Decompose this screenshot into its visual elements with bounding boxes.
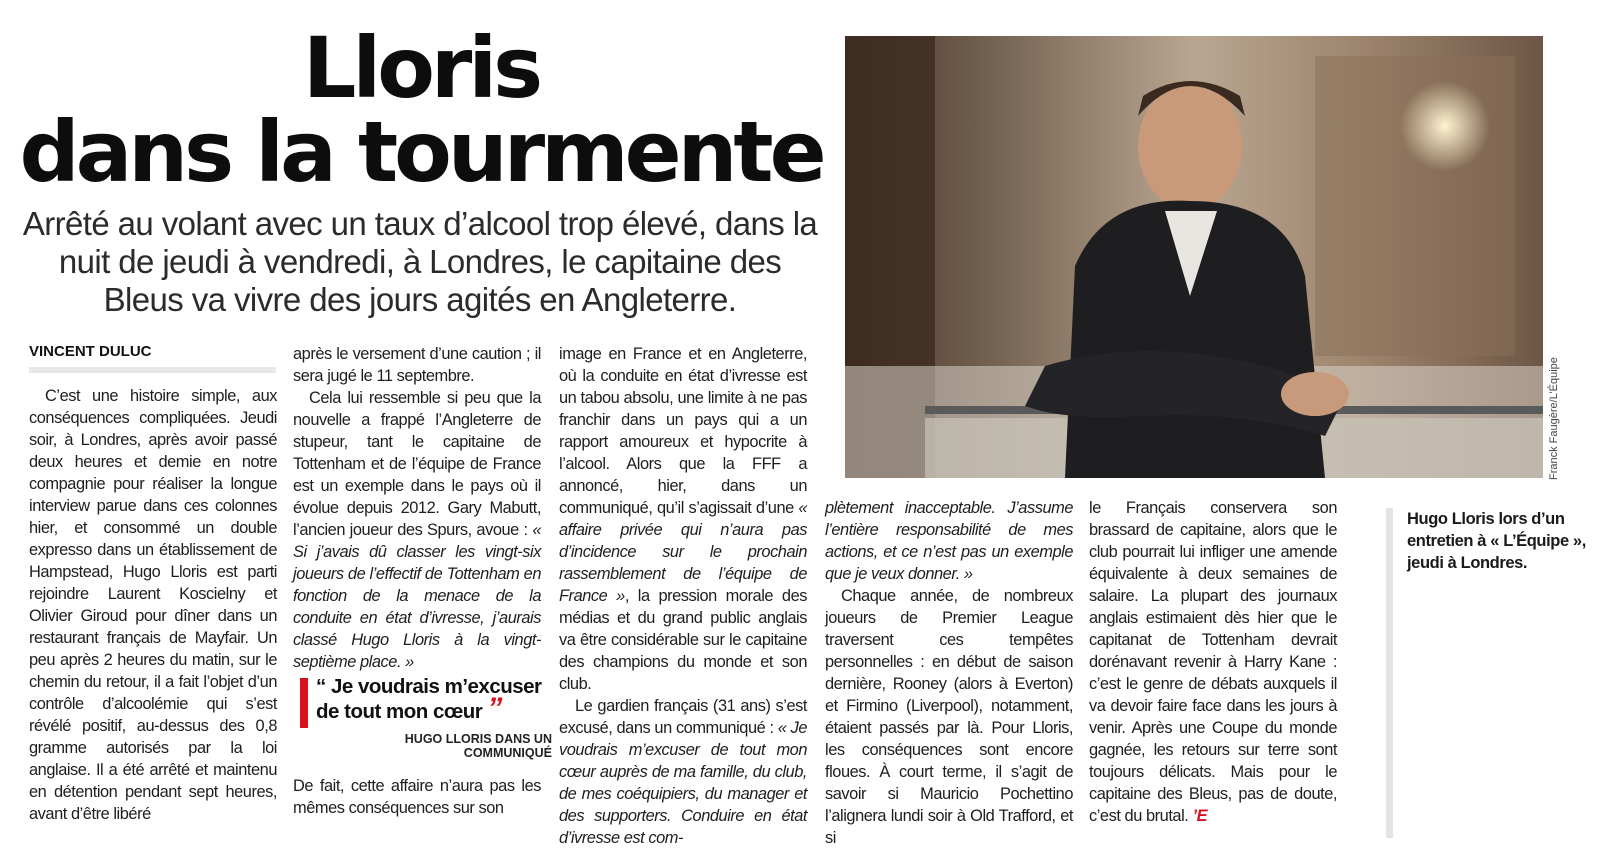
paragraph: Chaque année, de nombreux joueurs de Premier League traversent ces tempêtes personnelles : en début de saison dernière, Rooney (alors à Everton) et Firmino (Liverpool), notamment, étaient passés par là. Pour Lloris, les conséquences sont encore floues. À court terme, il s’agit de savoir si Mauricio Pochettino l’alignera lundi soir à Old Trafford, et si [825, 587, 1073, 847]
close-quote-mark: ” [487, 692, 499, 725]
photo-hugo-lloris [845, 36, 1543, 478]
photo-caption: Hugo Lloris lors d’un entretien à « L’Équipe », jeudi à Londres. [1386, 508, 1597, 838]
quote-lloris: « Je voudrais m’excuser de tout mon cœur auprès de ma famille, du club, de mes coéquipiers, du manager et des supporters. Conduire en état d’ivresse est com- [559, 719, 808, 847]
body-column-2 [293, 343, 541, 673]
paragraph [559, 695, 807, 849]
body-column-3 [559, 343, 807, 849]
body-column-2-end [293, 775, 541, 819]
paragraph-text: le Français conservera son brassard de capitaine, alors que le club pourrait lui infliger une amende équivalente à deux semaines de salaire. La plupart des journaux anglais estimaient dès hier que le capitanat de Tottenham devrait dorénavant revenir à Harry Kane : c’est le genre de débats auxquels il va devoir faire face dans les jours à venir. Après une Coupe du monde gagnée, les retours sur terre sont toujours délicats. Mais pour le capitaine des Bleus, pas de doute, c’est du brutal. [1089, 499, 1337, 825]
paragraph-text: Cela lui ressemble si peu que la nouvelle a frappé l’Angleterre de stupeur, tant le capitaine de Tottenham et de l’équipe de France est un exemple dans le pays où il évolue depuis 2012. Gary Mabutt, l’ancien joueur des Spurs, avoue : [293, 389, 541, 539]
paragraph-text: Le gardien français (31 ans) s’est excusé, dans un communiqué : [559, 697, 807, 737]
paragraph [293, 387, 541, 673]
quote-lloris-cont: plètement inacceptable. J’assume l’entière responsabilité de mes actions, et ce n’est pas un exemple que je veux donner. » [825, 499, 1073, 583]
paragraph: après le versement d’une caution ; il sera jugé le 11 septembre. [293, 345, 541, 385]
paragraph [1089, 497, 1337, 827]
headline-line-2: dans la tourmente [19, 103, 823, 201]
paragraph: C’est une histoire simple, aux conséquences compliquées. Jeudi soir, à Londres, après avoir passé deux heures et demie en notre compagnie pour réaliser la longue interview parue dans ces colonnes hier, et consommé un double expresso dans un établissement de Hampstead, Hugo Lloris est parti rejoindre Laurent Koscielny et Olivier Giroud pour dîner dans un restaurant français de Mayfair. Un peu après 2 heures du matin, sur le chemin du retour, il a fait l’objet d’un contrôle d’alcoolémie qui s’est révélé positif, au-dessus des 0,8 gramme autorisés par la loi anglaise. Il a été arrêté et maintenu en détention pendant sept heures, avant d’être libéré [29, 387, 277, 823]
headline-line-1: Lloris [302, 19, 540, 117]
photo-credit: Franck Faugère/L’Équipe [1548, 357, 1560, 480]
body-column-5 [1089, 497, 1337, 827]
open-quote-mark: “ [316, 675, 326, 698]
quote-fff: « affaire privée qui n’aura pas d’incidence sur le prochain rassemblement de l’équipe de France » [559, 499, 807, 605]
paragraph-text: , la pression morale des médias et du grand public anglais va être considérable sur le capitaine des champions du monde et son club. [559, 587, 807, 693]
quote-mabutt: « Si j’avais dû classer les vingt-six joueurs de l’effectif de Tottenham en fonction de la menace de la conduite en état d’ivresse, j’aurais classé Hugo Lloris à la vingt-septième place. » [293, 521, 541, 671]
pull-quote-words: Je voudrais m’excuser de tout mon cœur [316, 675, 542, 723]
standfirst: Arrêté au volant avec un taux d’alcool trop élevé, dans la nuit de jeudi à vendredi, à Londres, le capitaine des Bleus va vivre des jours agités en Angleterre. [22, 205, 818, 318]
body-column-1 [29, 385, 277, 825]
paragraph [825, 497, 1073, 585]
pull-quote-text [316, 674, 552, 724]
author-name: VINCENT DULUC [29, 343, 152, 360]
paragraph [559, 343, 807, 695]
body-column-4 [825, 497, 1073, 849]
photo-illustration [845, 36, 1543, 478]
paragraph-text: image en France et en Angleterre, où la conduite en état d’ivresse est un tabou absolu, une limite à ne pas franchir dans un pays qui a un rapport amoureux et hypocrite à l’alcool. Alors que la FFF a annoncé, hier, dans un communiqué, qu’il s’agissait d’une [559, 345, 807, 517]
pull-quote-bar [300, 678, 308, 728]
pull-quote-attribution: HUGO LLORIS DANS UN COMMUNIQUÉ [404, 732, 552, 760]
end-mark-logo: ’E [1192, 807, 1208, 825]
paragraph: De fait, cette affaire n’aura pas les mêmes conséquences sur son [293, 777, 541, 817]
